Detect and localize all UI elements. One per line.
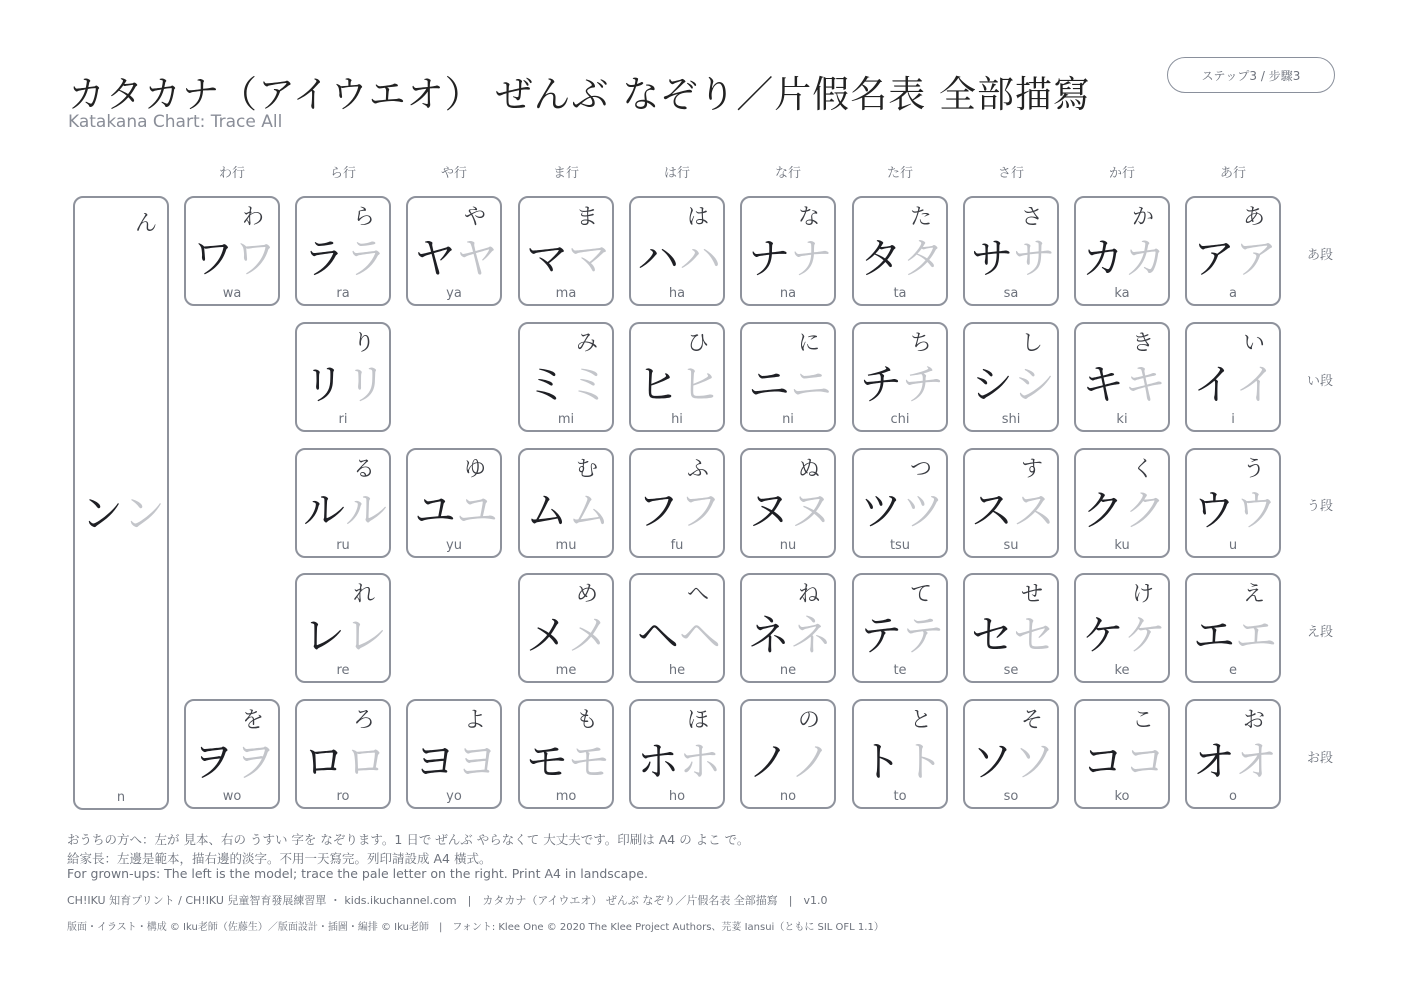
romaji-label: no	[779, 789, 797, 804]
hiragana-label: す	[1020, 457, 1043, 482]
katakana-model: ヲ	[192, 737, 235, 786]
kana-cell	[1185, 322, 1281, 432]
kana-cell	[184, 196, 280, 306]
hiragana-label: ろ	[352, 708, 375, 733]
katakana-model: オ	[1193, 737, 1236, 786]
romaji-label: mi	[557, 412, 575, 427]
row-header: お段	[1306, 751, 1333, 766]
kana-cell	[295, 448, 391, 558]
hiragana-label: た	[909, 205, 932, 230]
romaji-label: ra	[336, 286, 350, 301]
note-chinese: 給家長：左邊是範本，描右邊的淡字。不用一天寫完。列印請設成 A4 橫式。	[67, 851, 492, 866]
katakana-trace: マ	[568, 234, 611, 283]
katakana-model: タ	[860, 234, 903, 283]
page-subtitle: Katakana Chart: Trace All	[68, 112, 283, 132]
romaji-label: u	[1228, 538, 1238, 553]
hiragana-label: る	[352, 457, 375, 482]
katakana-trace: ナ	[790, 234, 833, 283]
hiragana-label: う	[1242, 457, 1265, 482]
katakana-model: セ	[971, 611, 1014, 660]
kana-cell	[963, 699, 1059, 809]
hiragana-label: か	[1131, 205, 1154, 230]
katakana-model: レ	[303, 611, 346, 660]
katakana-model: ウ	[1193, 486, 1236, 535]
katakana-model: テ	[860, 611, 903, 660]
hiragana-label: お	[1242, 708, 1265, 733]
katakana-model: ハ	[637, 234, 680, 283]
romaji-label: he	[668, 663, 686, 678]
hiragana-label: い	[1242, 331, 1265, 356]
kana-cell	[629, 322, 725, 432]
kana-cell	[1074, 699, 1170, 809]
hiragana-label: れ	[352, 582, 375, 607]
katakana-trace: ス	[1013, 486, 1056, 535]
katakana-trace: ウ	[1235, 486, 1278, 535]
romaji-label: na	[779, 286, 797, 301]
hiragana-label: ら	[352, 205, 375, 230]
romaji-label: to	[893, 789, 907, 804]
note-japanese: おうちの方へ：左が 見本、右の うすい 字を なぞります。1 日で ぜんぶ やらなくて 大丈夫です。印刷は A4 の よこ で。	[67, 832, 750, 847]
katakana-trace: カ	[1124, 234, 1167, 283]
katakana-trace: シ	[1013, 360, 1056, 409]
kana-cell	[406, 699, 502, 809]
kana-cell	[1074, 196, 1170, 306]
kana-cell	[518, 573, 614, 683]
hiragana-label: ん	[134, 211, 157, 236]
katakana-model: ス	[971, 486, 1014, 535]
column-header: ら行	[329, 166, 356, 181]
romaji-label: hi	[671, 412, 683, 427]
katakana-model: キ	[1082, 360, 1125, 409]
romaji-label: sa	[1003, 286, 1019, 301]
hiragana-label: よ	[463, 708, 486, 733]
katakana-model: ユ	[414, 486, 457, 535]
katakana-trace: チ	[902, 360, 945, 409]
katakana-model: エ	[1193, 611, 1236, 660]
kana-cell	[740, 573, 836, 683]
hiragana-label: ふ	[686, 457, 709, 482]
kana-cell	[406, 196, 502, 306]
katakana-model: ヒ	[637, 360, 680, 409]
katakana-model: ニ	[748, 360, 791, 409]
kana-cell	[518, 322, 614, 432]
column-header: た行	[886, 166, 913, 181]
kana-cell	[629, 448, 725, 558]
katakana-trace: セ	[1013, 611, 1056, 660]
footer-credit: CH!IKU 知育プリント / CH!IKU 兒童智育發展練習單 ・ kids.ikuchannel.com | カタカナ（アイウエオ） ぜんぶ なぞり／片假名表 全部描寫 | v1.0	[67, 894, 828, 907]
row-header: い段	[1306, 374, 1333, 389]
hiragana-label: け	[1131, 582, 1154, 607]
katakana-model: ン	[81, 489, 124, 538]
romaji-label: ko	[1114, 789, 1130, 804]
hiragana-label: に	[797, 331, 820, 356]
katakana-trace: ヨ	[456, 737, 499, 786]
romaji-label: me	[555, 663, 577, 678]
katakana-trace: モ	[568, 737, 611, 786]
katakana-model: サ	[971, 234, 1014, 283]
katakana-model: ヤ	[414, 234, 457, 283]
kana-cell	[852, 699, 948, 809]
kana-cell	[852, 196, 948, 306]
katakana-trace: レ	[345, 611, 388, 660]
katakana-trace: ソ	[1013, 737, 1056, 786]
katakana-trace: ン	[123, 489, 166, 538]
romaji-label: ru	[336, 538, 350, 553]
kana-cell	[1185, 573, 1281, 683]
katakana-model: モ	[526, 737, 569, 786]
note-english: For grown-ups: The left is the model; trace the pale letter on the right. Print A4 in landscape.	[67, 866, 648, 881]
katakana-trace: ロ	[345, 737, 388, 786]
kana-cell	[184, 699, 280, 809]
katakana-model: ラ	[303, 234, 346, 283]
katakana-trace: サ	[1013, 234, 1056, 283]
column-header: は行	[663, 166, 690, 181]
hiragana-label: て	[909, 582, 932, 607]
romaji-label: tsu	[889, 538, 911, 553]
katakana-model: ク	[1082, 486, 1125, 535]
katakana-model: ネ	[748, 611, 791, 660]
katakana-trace: ハ	[679, 234, 722, 283]
katakana-model: ノ	[748, 737, 791, 786]
hiragana-label: ち	[909, 331, 932, 356]
kana-cell	[518, 196, 614, 306]
katakana-model: コ	[1082, 737, 1125, 786]
katakana-trace: メ	[568, 611, 611, 660]
kana-cell	[406, 448, 502, 558]
romaji-label: o	[1229, 789, 1237, 804]
hiragana-label: を	[241, 708, 264, 733]
kana-cell-n	[73, 196, 169, 810]
hiragana-label: し	[1020, 331, 1043, 356]
katakana-trace: ク	[1124, 486, 1167, 535]
hiragana-label: つ	[909, 457, 932, 482]
katakana-model: フ	[637, 486, 680, 535]
katakana-trace: ア	[1235, 234, 1278, 283]
romaji-label: yo	[446, 789, 462, 804]
kana-cell	[740, 448, 836, 558]
hiragana-label: ま	[575, 205, 598, 230]
romaji-label: te	[893, 663, 907, 678]
katakana-model: ア	[1193, 234, 1236, 283]
katakana-model: ル	[303, 486, 346, 535]
column-header: さ行	[997, 166, 1024, 181]
romaji-label: ku	[1114, 538, 1130, 553]
katakana-trace: ル	[345, 486, 388, 535]
hiragana-label: な	[797, 205, 820, 230]
romaji-label: ma	[555, 286, 577, 301]
katakana-model: ホ	[637, 737, 680, 786]
hiragana-label: あ	[1242, 205, 1265, 230]
hiragana-label: き	[1131, 331, 1154, 356]
katakana-trace: ヤ	[456, 234, 499, 283]
kana-cell	[740, 196, 836, 306]
romaji-label: ri	[338, 412, 348, 427]
column-header: な行	[774, 166, 801, 181]
romaji-label: ya	[446, 286, 462, 301]
hiragana-label: さ	[1020, 205, 1043, 230]
footer-font-credit: 版面・イラスト・構成 © Iku老師（佐藤生）／版面設計・插圖・編排 © Iku老師 | フォント: Klee One © 2020 The Klee Project Authors、芫荽 Iansui（ともに SIL OFL 1.1）	[67, 922, 884, 933]
romaji-label: ki	[1116, 412, 1128, 427]
katakana-trace: リ	[345, 360, 388, 409]
kana-cell	[629, 196, 725, 306]
katakana-model: チ	[860, 360, 903, 409]
hiragana-label: や	[463, 205, 486, 230]
romaji-label: ka	[1114, 286, 1130, 301]
katakana-model: リ	[303, 360, 346, 409]
romaji-label: mu	[555, 538, 577, 553]
katakana-trace: ト	[902, 737, 945, 786]
katakana-trace: コ	[1124, 737, 1167, 786]
kana-cell	[852, 573, 948, 683]
romaji-label: ro	[336, 789, 350, 804]
katakana-model: ム	[526, 486, 569, 535]
katakana-trace: キ	[1124, 360, 1167, 409]
hiragana-label: へ	[686, 582, 709, 607]
hiragana-label: わ	[241, 205, 264, 230]
katakana-trace: ユ	[456, 486, 499, 535]
hiragana-label: の	[797, 708, 820, 733]
katakana-model: カ	[1082, 234, 1125, 283]
kana-cell	[963, 322, 1059, 432]
kana-cell	[852, 322, 948, 432]
hiragana-label: と	[909, 708, 932, 733]
hiragana-label: く	[1131, 457, 1154, 482]
romaji-label: re	[336, 663, 350, 678]
hiragana-label: ゆ	[463, 457, 486, 482]
katakana-trace: ヘ	[679, 611, 722, 660]
hiragana-label: せ	[1020, 582, 1043, 607]
kana-cell	[1074, 322, 1170, 432]
romaji-label: yu	[446, 538, 462, 553]
katakana-model: ヘ	[637, 611, 680, 660]
kana-cell	[740, 322, 836, 432]
column-header: わ行	[218, 166, 245, 181]
column-header: あ行	[1219, 166, 1246, 181]
hiragana-label: ね	[797, 582, 820, 607]
hiragana-label: ぬ	[797, 457, 820, 482]
katakana-trace: ケ	[1124, 611, 1167, 660]
katakana-trace: ラ	[345, 234, 388, 283]
katakana-trace: ニ	[790, 360, 833, 409]
kana-cell	[1074, 448, 1170, 558]
kana-cell	[852, 448, 948, 558]
romaji-label: ke	[1114, 663, 1130, 678]
romaji-label: ho	[668, 789, 686, 804]
romaji-label: mo	[555, 789, 577, 804]
katakana-model: ソ	[971, 737, 1014, 786]
romaji-label: n	[116, 790, 126, 805]
romaji-label: chi	[890, 412, 910, 427]
katakana-trace: ネ	[790, 611, 833, 660]
katakana-trace: ノ	[790, 737, 833, 786]
kana-cell	[629, 573, 725, 683]
katakana-model: ナ	[748, 234, 791, 283]
kana-cell	[629, 699, 725, 809]
hiragana-label: ひ	[686, 331, 709, 356]
katakana-model: イ	[1193, 360, 1236, 409]
hiragana-label: む	[575, 457, 598, 482]
kana-cell	[1185, 699, 1281, 809]
kana-cell	[518, 699, 614, 809]
romaji-label: ha	[668, 286, 686, 301]
romaji-label: ta	[893, 286, 907, 301]
kana-cell	[518, 448, 614, 558]
hiragana-label: こ	[1131, 708, 1154, 733]
katakana-model: メ	[526, 611, 569, 660]
katakana-model: ロ	[303, 737, 346, 786]
kana-cell	[740, 699, 836, 809]
katakana-trace: タ	[902, 234, 945, 283]
katakana-trace: エ	[1235, 611, 1278, 660]
row-header: え段	[1306, 625, 1333, 640]
romaji-label: a	[1229, 286, 1237, 301]
hiragana-label: ほ	[686, 708, 709, 733]
romaji-label: i	[1231, 412, 1235, 427]
kana-cell	[295, 196, 391, 306]
katakana-trace: オ	[1235, 737, 1278, 786]
kana-cell	[1185, 448, 1281, 558]
page-title: カタカナ（アイウエオ） ぜんぶ なぞり／片假名表 全部描寫	[68, 73, 1091, 116]
katakana-model: ケ	[1082, 611, 1125, 660]
hiragana-label: は	[686, 205, 709, 230]
katakana-trace: ヒ	[679, 360, 722, 409]
katakana-trace: ミ	[568, 360, 611, 409]
katakana-trace: フ	[679, 486, 722, 535]
katakana-trace: ム	[568, 486, 611, 535]
hiragana-label: み	[575, 331, 598, 356]
katakana-model: マ	[526, 234, 569, 283]
romaji-label: wo	[222, 789, 242, 804]
kana-cell	[295, 573, 391, 683]
hiragana-label: そ	[1020, 708, 1043, 733]
kana-cell	[1185, 196, 1281, 306]
katakana-model: ミ	[526, 360, 569, 409]
romaji-label: shi	[1001, 412, 1021, 427]
kana-cell	[963, 573, 1059, 683]
katakana-trace: ヌ	[790, 486, 833, 535]
column-header: や行	[440, 166, 467, 181]
katakana-trace: ホ	[679, 737, 722, 786]
katakana-trace: ワ	[234, 234, 277, 283]
katakana-model: ト	[860, 737, 903, 786]
katakana-model: ヨ	[414, 737, 457, 786]
katakana-trace: イ	[1235, 360, 1278, 409]
column-header: ま行	[552, 166, 579, 181]
katakana-trace: テ	[902, 611, 945, 660]
katakana-model: シ	[971, 360, 1014, 409]
romaji-label: se	[1003, 663, 1019, 678]
katakana-model: ヌ	[748, 486, 791, 535]
hiragana-label: え	[1242, 582, 1265, 607]
romaji-label: nu	[779, 538, 797, 553]
romaji-label: wa	[222, 286, 242, 301]
step-badge: ステップ3 / 步驟3	[1167, 57, 1335, 93]
romaji-label: ne	[779, 663, 797, 678]
kana-cell	[295, 322, 391, 432]
romaji-label: su	[1003, 538, 1019, 553]
kana-cell	[963, 196, 1059, 306]
row-header: う段	[1306, 499, 1333, 514]
kana-cell	[963, 448, 1059, 558]
katakana-trace: ヲ	[234, 737, 277, 786]
katakana-trace: ツ	[902, 486, 945, 535]
romaji-label: ni	[782, 412, 794, 427]
hiragana-label: り	[352, 331, 375, 356]
katakana-model: ワ	[192, 234, 235, 283]
hiragana-label: め	[575, 582, 598, 607]
column-header: か行	[1108, 166, 1135, 181]
romaji-label: fu	[670, 538, 684, 553]
hiragana-label: も	[575, 708, 598, 733]
romaji-label: so	[1003, 789, 1019, 804]
katakana-model: ツ	[860, 486, 903, 535]
row-header: あ段	[1306, 248, 1333, 263]
kana-cell	[1074, 573, 1170, 683]
romaji-label: e	[1229, 663, 1237, 678]
kana-cell	[295, 699, 391, 809]
